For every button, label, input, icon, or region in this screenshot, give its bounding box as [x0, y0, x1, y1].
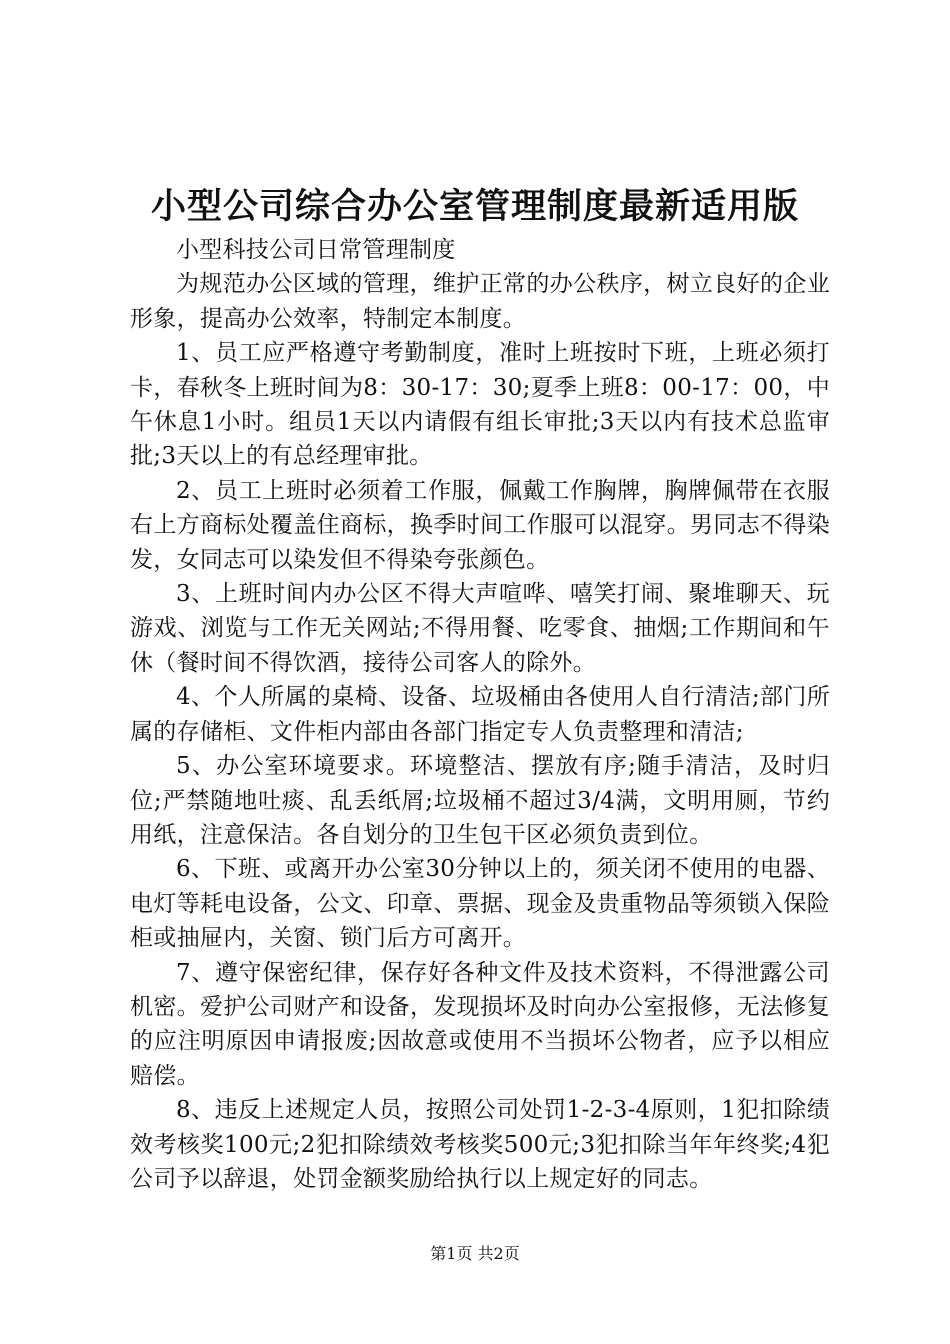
paragraph-rule-6: 6、下班、或离开办公室30分钟以上的，须关闭不使用的电器、电灯等耗电设备，公文、印章、票据、现金及贵重物品等须锁入保险柜或抽屉内，关窗、锁门后方可离开。 — [130, 856, 830, 952]
paragraph-rule-3: 3、上班时间内办公区不得大声喧哗、嘻笑打闹、聚堆聊天、玩游戏、浏览与工作无关网站;不得用餐、吃零食、抽烟;工作期间和午休（餐时间不得饮酒，接待公司客人的除外。 — [130, 581, 830, 676]
document-body — [130, 233, 830, 1196]
paragraph-rule-1: 1、员工应严格遵守考勤制度，准时上班按时下班，上班必须打卡，春秋冬上班时间为8：30-17：30;夏季上班8：00-17：00，中午休息1小时。组员1天以内请假有组长审批;3天以内有技术总监审批;3天以上的有总经理审批。 — [130, 340, 830, 470]
page-number: 第1页 共2页 — [430, 1244, 520, 1263]
paragraph-rule-2: 2、员工上班时必须着工作服，佩戴工作胸牌，胸牌佩带在衣服右上方商标处覆盖住商标，换季时间工作服可以混穿。男同志不得染发，女同志可以染发但不得染夸张颜色。 — [130, 477, 830, 573]
paragraph-rule-4: 4、个人所属的桌椅、设备、垃圾桶由各使用人自行清洁;部门所属的存储柜、文件柜内部由各部门指定专人负责整理和清洁; — [130, 684, 830, 745]
paragraph-intro: 为规范办公区域的管理，维护正常的办公秩序，树立良好的企业形象，提高办公效率，特制定本制度。 — [130, 271, 830, 332]
paragraph-rule-5: 5、办公室环境要求。环境整洁、摆放有序;随手清洁，及时归位;严禁随地吐痰、乱丢纸屑;垃圾桶不超过3/4满，文明用厕，节约用纸，注意保洁。各自划分的卫生包干区必须负责到位。 — [130, 753, 830, 848]
document-title: 小型公司综合办公室管理制度最新适用版 — [150, 186, 799, 227]
paragraph-rule-8: 8、违反上述规定人员，按照公司处罚1-2-3-4原则，1犯扣除绩效考核奖100元;2犯扣除绩效考核奖500元;3犯扣除当年年终奖;4犯公司予以辞退，处罚金额奖励给执行以上规定好的同志。 — [130, 1097, 830, 1192]
paragraph-rule-7: 7、遵守保密纪律，保存好各种文件及技术资料，不得泄露公司机密。爱护公司财产和设备，发现损坏及时向办公室报修，无法修复的应注明原因申请报废;因故意或使用不当损坏公物者，应予以相应赔偿。 — [130, 959, 830, 1089]
document-subtitle: 小型科技公司日常管理制度 — [176, 237, 456, 263]
